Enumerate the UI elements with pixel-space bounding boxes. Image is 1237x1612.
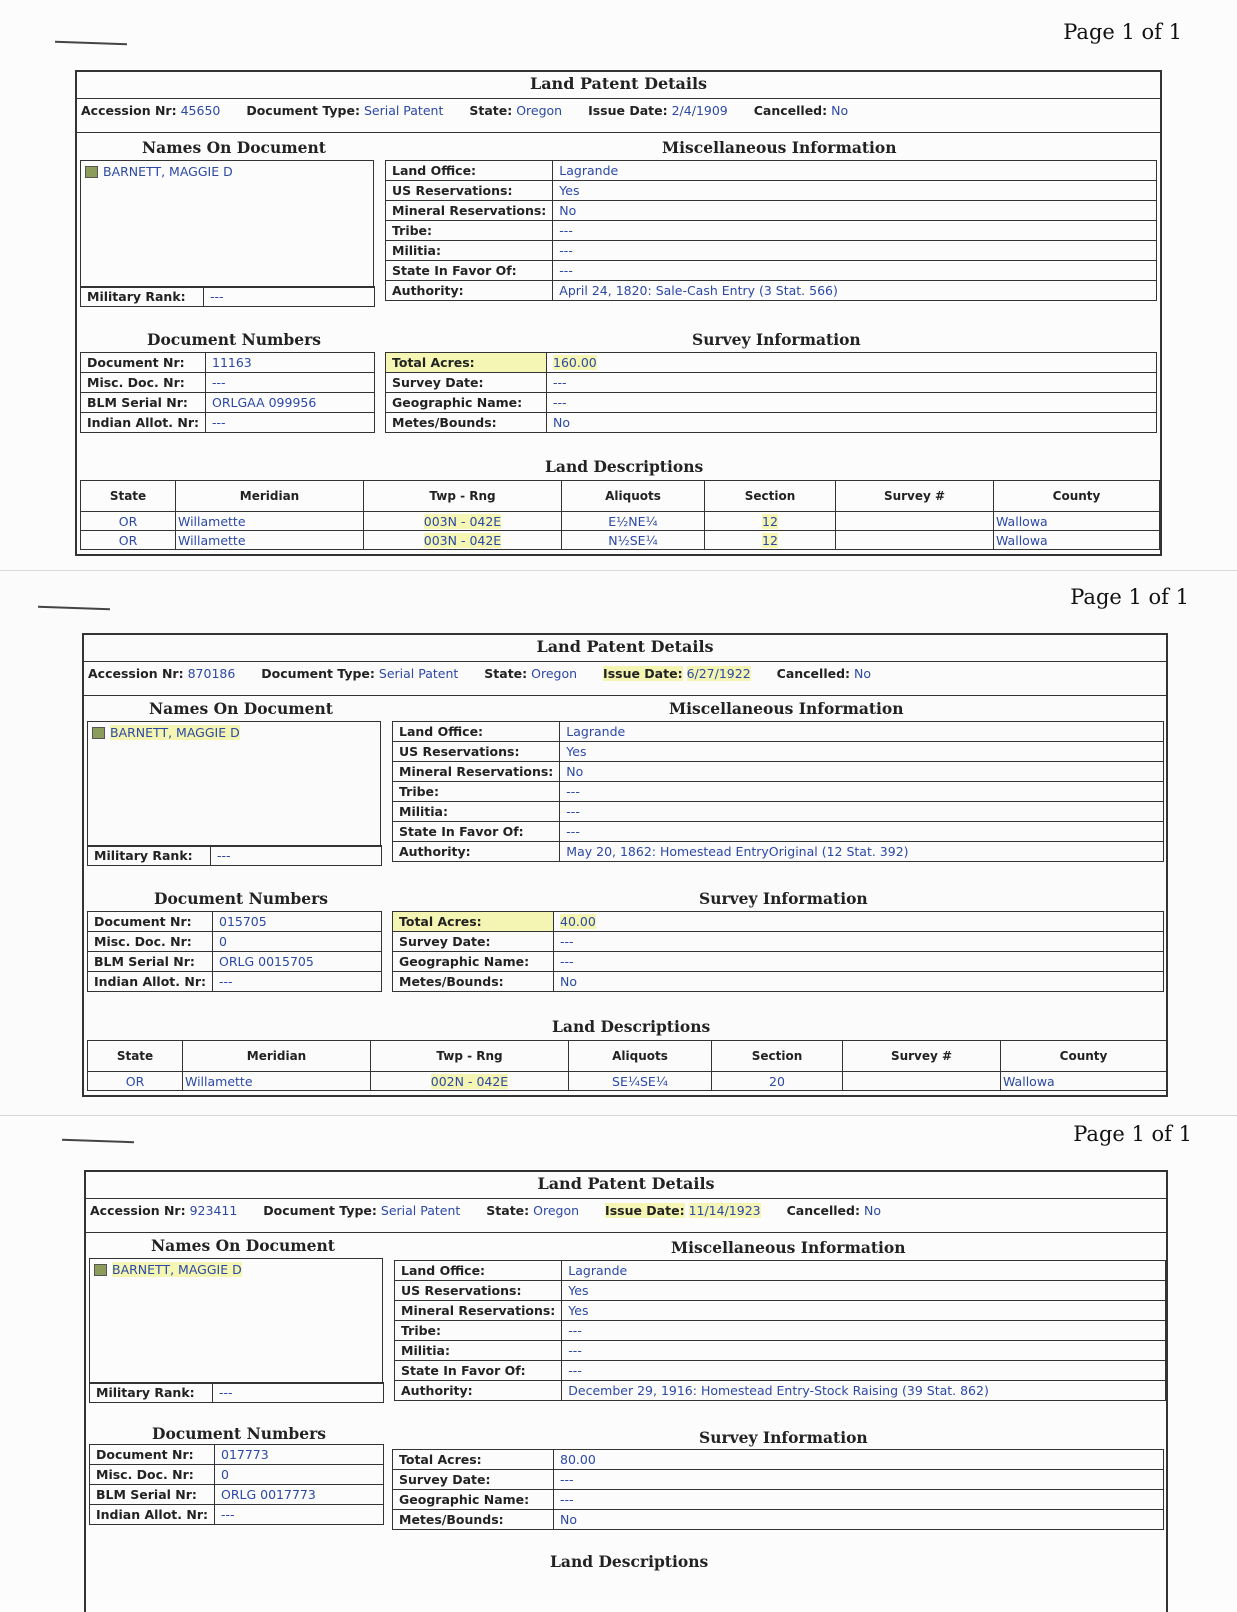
- misc-table: Land Office: Lagrande US Reservations: Yes Mineral Reservations: No Tribe: --- Militia: --- State In Favor Of: --- Authority: April 24, 1820: Sale-Cash Entry (3 Stat. 566): [385, 160, 1157, 301]
- pen-mark: [62, 1139, 134, 1144]
- meridian-link[interactable]: Willamette: [176, 512, 364, 531]
- docnums-table: Document Nr: 017773 Misc. Doc. Nr: 0 BLM Serial Nr: ORLG 0017773 Indian Allot. Nr: ---: [89, 1444, 384, 1525]
- docnums-table: Document Nr: 11163 Misc. Doc. Nr: --- BLM Serial Nr: ORLGAA 099956 Indian Allot. Nr: ---: [80, 352, 375, 433]
- patentee-name[interactable]: BARNETT, MAGGIE D: [103, 164, 233, 179]
- survey-table: Total Acres: 80.00 Survey Date: --- Geographic Name: --- Metes/Bounds: No: [392, 1449, 1164, 1530]
- authority-link[interactable]: April 24, 1820: Sale-Cash Entry (3 Stat. 566): [553, 281, 1157, 301]
- docnums-heading: Document Numbers: [152, 1424, 327, 1443]
- land-desc-table: State Meridian Twp - Rng Aliquots Section Survey # County OR Willamette 003N - 042E E½NE¼ 12 Wallowa OR Willamette 003N - 042E N½SE¼ 12 Wallowa: [80, 480, 1160, 550]
- military-rank-table: Military Rank: ---: [87, 845, 382, 866]
- names-box: [87, 721, 381, 847]
- land-desc-table: State Meridian Twp - Rng Aliquots Section Survey # County OR Willamette 002N - 042E SE¼SE¼ 20 Wallowa: [87, 1040, 1167, 1091]
- patent-sheet-1: [0, 0, 1237, 570]
- patentee-name[interactable]: BARNETT, MAGGIE D: [110, 725, 240, 740]
- accession-link[interactable]: 923411: [189, 1203, 238, 1218]
- landdesc-heading: Land Descriptions: [550, 1552, 709, 1571]
- misc-table: Land Office: Lagrande US Reservations: Yes Mineral Reservations: No Tribe: --- Militia: --- State In Favor Of: --- Authority: May 20, 1862: Homestead EntryOriginal (12 Stat. 392): [392, 721, 1164, 862]
- military-rank-table: Military Rank: ---: [89, 1382, 384, 1403]
- docnums-heading: Document Numbers: [154, 889, 329, 908]
- misc-table: Land Office: Lagrande US Reservations: Yes Mineral Reservations: Yes Tribe: --- Militia: --- State In Favor Of: --- Authority: December 29, 1916: Homestead Entry-Stock Raising (39 Stat. 862): [394, 1260, 1166, 1401]
- patent-header: Accession Nr: 45650 Document Type: Serial Patent State: Oregon Issue Date: 2/4/1909 Cancelled: No: [81, 103, 849, 118]
- accession-link[interactable]: 870186: [187, 666, 236, 681]
- misc-heading: Miscellaneous Information: [669, 699, 904, 718]
- patent-header: Accession Nr: 870186 Document Type: Serial Patent State: Oregon Issue Date: 6/27/1922 Cancelled: No: [88, 666, 872, 681]
- patentee-icon: [92, 727, 105, 739]
- pen-mark: [38, 606, 110, 611]
- names-box: [89, 1258, 383, 1384]
- panel-title: Land Patent Details: [537, 1174, 715, 1193]
- panel-title: Land Patent Details: [529, 74, 708, 93]
- military-rank-table: Military Rank: ---: [80, 286, 375, 307]
- patentee-icon: [94, 1264, 107, 1276]
- names-heading: Names On Document: [151, 1236, 335, 1255]
- survey-table: Total Acres: 160.00 Survey Date: --- Geographic Name: --- Metes/Bounds: No: [385, 352, 1157, 433]
- county-link[interactable]: Wallowa: [994, 531, 1160, 550]
- patent-header: Accession Nr: 923411 Document Type: Serial Patent State: Oregon Issue Date: 11/14/1923 Cancelled: No: [90, 1203, 881, 1218]
- land-desc-row: OR Willamette 003N - 042E N½SE¼ 12 Wallowa: [81, 531, 1160, 550]
- land-desc-row: OR Willamette 003N - 042E E½NE¼ 12 Wallowa: [81, 512, 1160, 531]
- names-box: [80, 160, 374, 288]
- page-number: Page 1 of 1: [1073, 1122, 1192, 1146]
- land-desc-row: OR Willamette 002N - 042E SE¼SE¼ 20 Wallowa: [88, 1072, 1167, 1091]
- docnums-heading: Document Numbers: [147, 330, 322, 349]
- survey-heading: Survey Information: [699, 889, 868, 908]
- names-heading: Names On Document: [142, 138, 326, 157]
- county-link[interactable]: Wallowa: [1001, 1072, 1167, 1091]
- misc-heading: Miscellaneous Information: [662, 138, 897, 157]
- survey-heading: Survey Information: [699, 1428, 868, 1447]
- page-number: Page 1 of 1: [1070, 585, 1189, 609]
- misc-heading: Miscellaneous Information: [671, 1238, 906, 1257]
- meridian-link[interactable]: Willamette: [176, 531, 364, 550]
- patent-sheet-2: [0, 570, 1237, 1116]
- patent-sheet-3: [0, 1115, 1237, 1601]
- accession-link[interactable]: 45650: [180, 103, 221, 118]
- meridian-link[interactable]: Willamette: [183, 1072, 371, 1091]
- survey-table: Total Acres: 40.00 Survey Date: --- Geographic Name: --- Metes/Bounds: No: [392, 911, 1164, 992]
- survey-heading: Survey Information: [692, 330, 861, 349]
- land-patent-panel: [75, 70, 1162, 556]
- panel-title: Land Patent Details: [536, 637, 714, 656]
- patentee-icon: [85, 166, 98, 178]
- patentee-name[interactable]: BARNETT, MAGGIE D: [112, 1262, 242, 1277]
- docnums-table: Document Nr: 015705 Misc. Doc. Nr: 0 BLM Serial Nr: ORLG 0015705 Indian Allot. Nr: ---: [87, 911, 382, 992]
- names-heading: Names On Document: [149, 699, 333, 718]
- authority-link[interactable]: May 20, 1862: Homestead EntryOriginal (12 Stat. 392): [560, 842, 1164, 862]
- land-patent-panel: [84, 1170, 1168, 1612]
- landdesc-heading: Land Descriptions: [545, 457, 704, 476]
- page-number: Page 1 of 1: [1063, 20, 1182, 44]
- pen-mark: [55, 41, 127, 46]
- county-link[interactable]: Wallowa: [994, 512, 1160, 531]
- landdesc-heading: Land Descriptions: [552, 1017, 711, 1036]
- land-patent-panel: [82, 633, 1168, 1097]
- authority-link[interactable]: December 29, 1916: Homestead Entry-Stock Raising (39 Stat. 862): [562, 1381, 1166, 1401]
